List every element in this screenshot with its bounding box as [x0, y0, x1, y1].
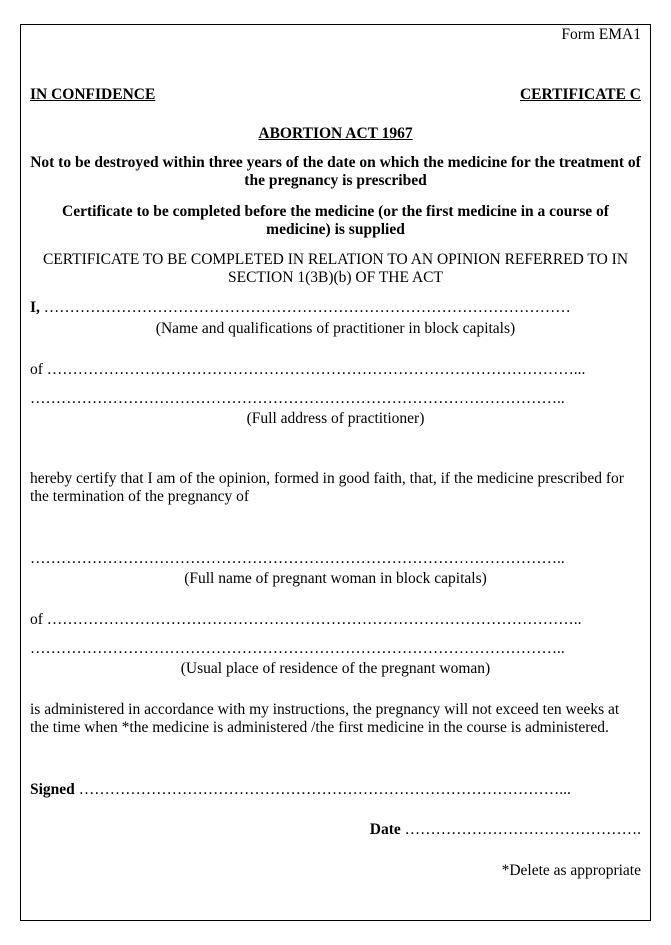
- residence-caption: (Usual place of residence of the pregnant woman): [180, 660, 491, 677]
- retention-notice: Not to be destroyed within three years of the date on which the medicine for the treatment of the pregnancy is prescribed: [30, 154, 641, 189]
- administered-statement: is administered in accordance with my instructions, the pregnancy will not exceed ten weeks at the time when *the medicine is administered /the first medicine in the course is administered.: [30, 701, 620, 736]
- page-title: ABORTION ACT 1967: [258, 125, 413, 142]
- certify-statement: hereby certify that I am of the opinion, formed in good faith, that, if the medicine prescribed for the termination of the pregnancy of: [30, 470, 624, 505]
- certificate-label: CERTIFICATE C: [519, 86, 641, 103]
- signature-dots: …………………………………………………………………………………...: [78, 781, 571, 798]
- practitioner-prefix: I,: [30, 299, 40, 316]
- woman-name-dots: …………………………………………………………………………………………..: [30, 550, 565, 567]
- residence-field-1[interactable]: [30, 611, 641, 629]
- signature-field[interactable]: [30, 781, 641, 799]
- practitioner-address-prefix: of: [30, 361, 43, 378]
- section-notice: CERTIFICATE TO BE COMPLETED IN RELATION TO AN OPINION REFERRED TO IN SECTION 1(3B)(b) OF THE ACT: [42, 251, 629, 286]
- residence-field-2[interactable]: [30, 640, 641, 658]
- completion-notice: Certificate to be completed before the medicine (or the first medicine in a course of medicine) is supplied: [62, 203, 609, 238]
- residence-dots-2: …………………………………………………………………………………………..: [30, 640, 565, 657]
- date-field[interactable]: [370, 821, 641, 839]
- woman-name-field[interactable]: [30, 550, 641, 568]
- practitioner-address-caption: (Full address of practitioner): [246, 410, 425, 427]
- practitioner-name-field[interactable]: [30, 299, 641, 317]
- practitioner-address-field-2[interactable]: [30, 390, 641, 408]
- footnote: *Delete as appropriate: [501, 862, 641, 879]
- date-dots: ……………………………………….: [404, 821, 641, 838]
- practitioner-name-dots: …………………………………………………………………………………………: [43, 299, 571, 316]
- practitioner-address-field-1[interactable]: [30, 361, 641, 379]
- form-id: Form EMA1: [561, 26, 641, 43]
- residence-dots-1: …………………………………………………………………………………………..: [46, 611, 582, 628]
- woman-name-caption: (Full name of pregnant woman in block capitals): [184, 570, 487, 587]
- practitioner-name-caption: (Name and qualifications of practitioner in block capitals): [155, 320, 516, 337]
- practitioner-address-dots-1: …………………………………………………………………………………………...: [46, 361, 586, 378]
- date-label: Date: [369, 821, 401, 838]
- practitioner-address-dots-2: …………………………………………………………………………………………..: [30, 390, 565, 407]
- signed-label: Signed: [30, 781, 75, 798]
- confidentiality-label: IN CONFIDENCE: [30, 86, 156, 103]
- residence-prefix: of: [30, 611, 43, 628]
